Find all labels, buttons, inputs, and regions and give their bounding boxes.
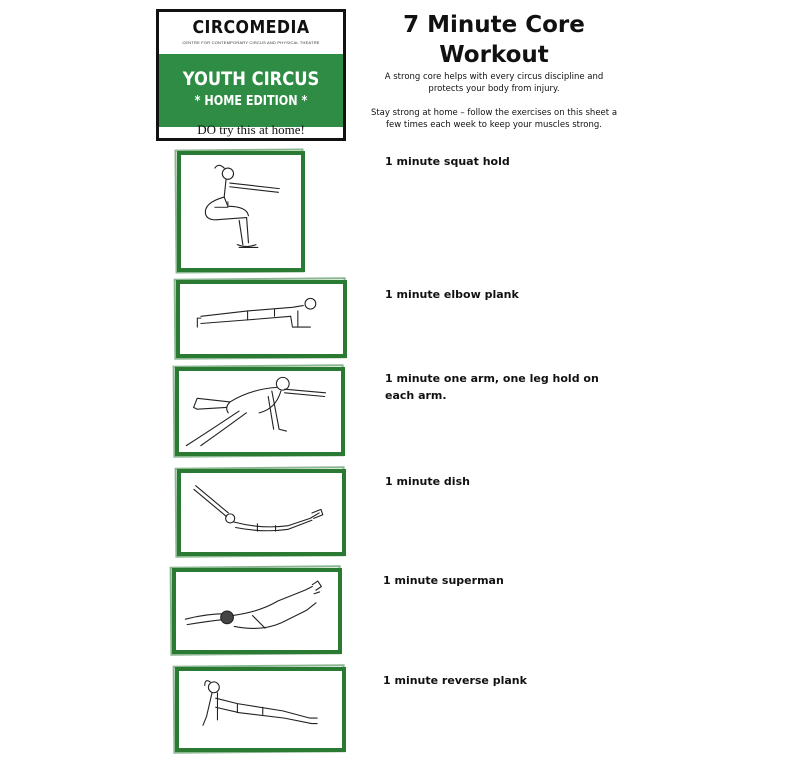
intro2-line1: Stay strong at home – follow the exercises on this sheet a xyxy=(370,108,618,118)
exercise-image-squat xyxy=(177,151,305,272)
reverse-plank-figure-icon xyxy=(179,671,342,748)
exercise-label-elbow-plank: 1 minute elbow plank xyxy=(385,288,519,301)
exercise-label-dish: 1 minute dish xyxy=(385,475,470,488)
intro2-line2: few times each week to keep your muscles strong. xyxy=(386,120,602,130)
logo-try-at-home: DO try this at home! xyxy=(197,122,305,137)
intro1-line2: protects your body from injury. xyxy=(428,84,560,94)
exercise-label-reverse-plank: 1 minute reverse plank xyxy=(383,674,527,687)
exercise-image-dish xyxy=(177,469,346,556)
exercise-label-one-arm-one-leg xyxy=(385,370,635,404)
logo-band xyxy=(159,54,343,127)
bird-dog-figure-icon xyxy=(179,371,341,452)
plank-figure-icon xyxy=(180,284,343,354)
title-line-2: Workout xyxy=(439,42,549,68)
title-line-1: 7 Minute Core xyxy=(403,12,585,38)
intro-paragraph-2 xyxy=(360,107,628,131)
exercise-image-superman xyxy=(172,568,342,654)
page-title xyxy=(366,10,622,70)
dish-figure-icon xyxy=(181,473,342,552)
exercise-label-squat: 1 minute squat hold xyxy=(385,155,510,168)
exercise-label-superman: 1 minute superman xyxy=(383,574,504,587)
one-arm-line2: each arm. xyxy=(385,389,447,402)
superman-figure-icon xyxy=(176,572,338,650)
intro-paragraph-1 xyxy=(360,71,628,95)
logo-youth-circus: YOUTH CIRCUS xyxy=(182,68,320,90)
intro1-line1: A strong core helps with every circus discipline and xyxy=(384,72,604,82)
logo-home-edition: * HOME EDITION * xyxy=(194,94,308,109)
exercise-image-one-arm-one-leg xyxy=(175,367,345,456)
circomedia-logo xyxy=(156,9,346,141)
exercise-image-elbow-plank xyxy=(176,280,347,358)
logo-brand: CIRCOMEDIA xyxy=(192,17,310,38)
one-arm-line1: 1 minute one arm, one leg hold on xyxy=(385,372,599,385)
logo-tagline: CENTRE FOR CONTEMPORARY CIRCUS AND PHYSICAL THEATRE xyxy=(182,40,320,45)
squat-figure-icon xyxy=(181,155,301,268)
exercise-image-reverse-plank xyxy=(175,667,346,752)
